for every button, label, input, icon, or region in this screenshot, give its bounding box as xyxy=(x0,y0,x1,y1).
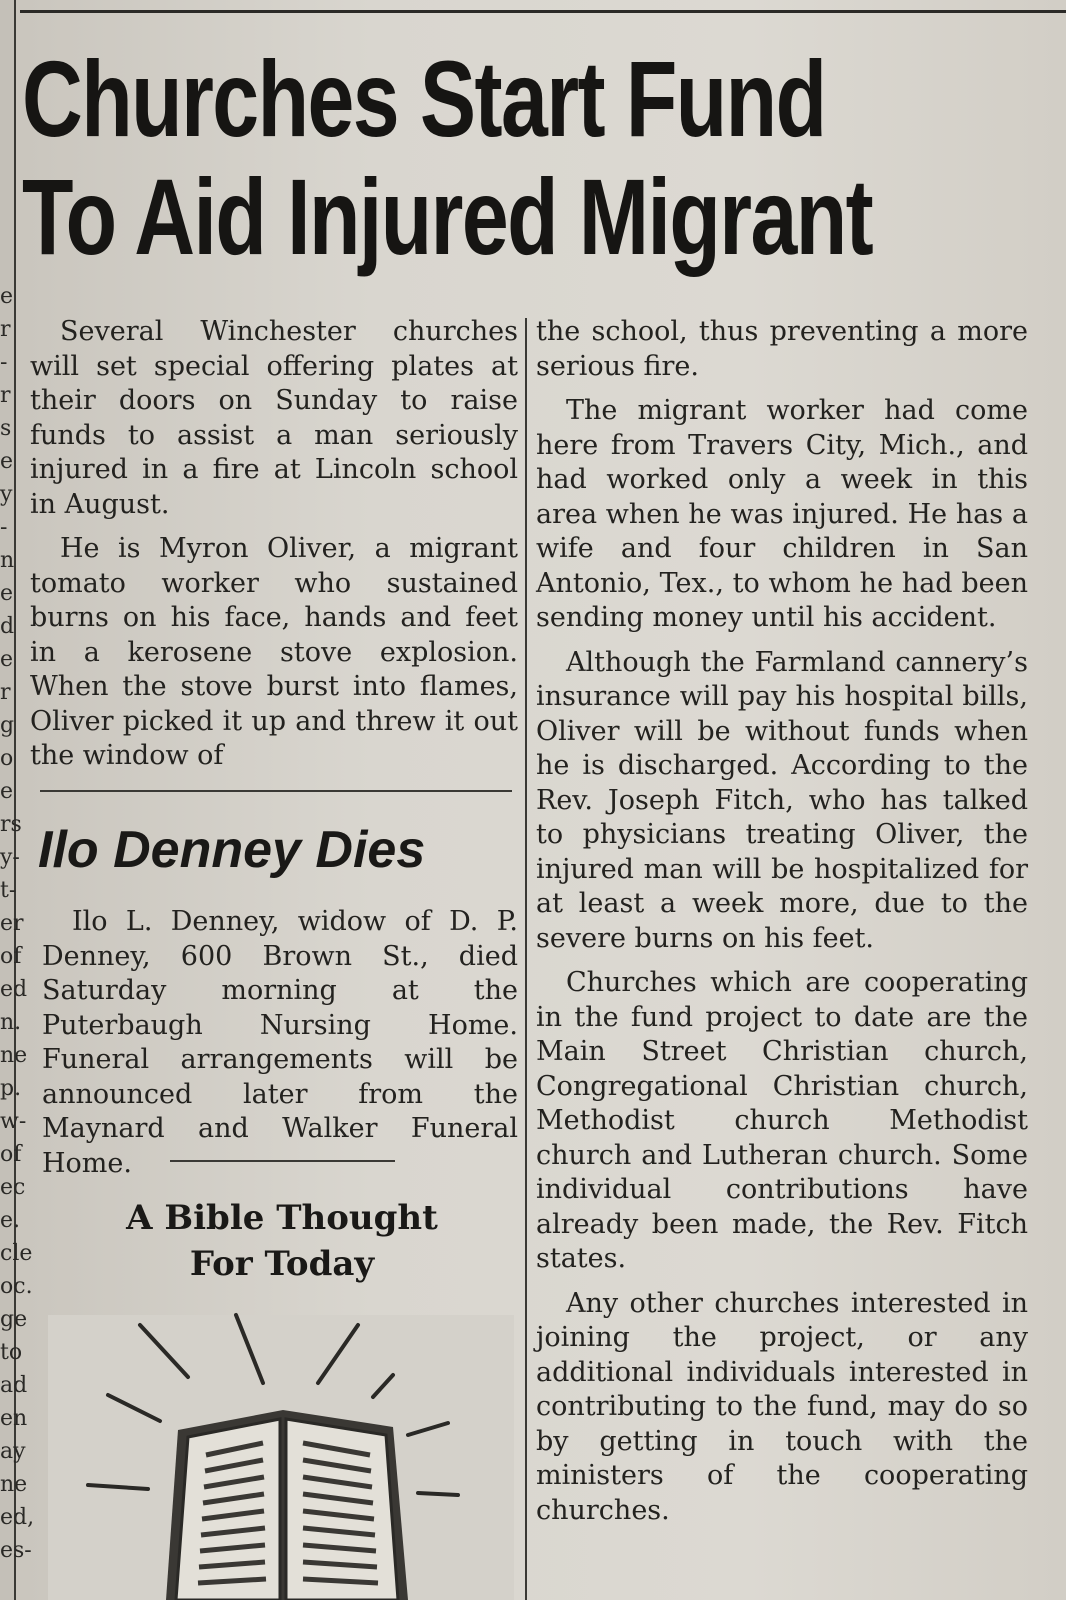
article-paragraph: Churches which are cooperating in the fund project to date are the Main Street Christian church, Congregational Christian church, Methodist church Methodist church and Lutheran church. Some individual contributions have already been made, the Rev. Fitch states. xyxy=(536,967,1028,1274)
bible-thought-title xyxy=(40,1195,524,1287)
headline-line-1: Churches Start Fund xyxy=(22,38,826,159)
light-ray xyxy=(373,1375,393,1397)
section-divider xyxy=(40,790,512,792)
book xyxy=(166,1410,408,1600)
article-paragraph: Although the Farmland cannery’s insurance will pay his hospital bills, Oliver will be without funds when he is discharged. According to the Rev. Joseph Fitch, who has talked to physicians treating Oliver, the injured man will be hospitalized for at least a week more, due to the severe burns on his feet. xyxy=(536,646,1028,954)
article-paragraph: Several Winchester churches will set special offering plates at their doors on Sunday to raise funds to assist a man seriously injured in a fire at Lincoln school in August. xyxy=(30,316,518,520)
light-ray xyxy=(318,1325,358,1383)
article-paragraph: He is Myron Oliver, a migrant tomato worker who sustained burns on his face, hands and feet in a kerosene stove explosion. When the stove burst into flames, Oliver picked it up and threw it out the window of xyxy=(30,533,518,771)
light-ray xyxy=(108,1395,160,1421)
article-paragraph: Any other churches interested in joining the project, or any additional individuals interested in contributing to the fund, may do so by getting in touch with the ministers of the cooperating churches. xyxy=(536,1287,1028,1526)
article-right-column xyxy=(536,315,1028,1538)
open-bible-icon xyxy=(48,1315,514,1600)
article-paragraph: The migrant worker had come here from Travers City, Mich., and had worked only a week in this area when he was injured. He has a wife and four children in San Antonio, Tex., to whom he had been sending money until his accident. xyxy=(536,395,1028,633)
light-ray xyxy=(408,1423,448,1435)
obituary-paragraph: Ilo L. Denney, widow of D. P. Denney, 600 Brown St., died Saturday morning at the Puterbaugh Nursing Home. Funeral arrangements will be announced later from the Maynard and Walker Funeral Home. xyxy=(42,906,518,1179)
column-divider xyxy=(525,318,527,1600)
bible-illustration xyxy=(48,1315,514,1600)
headline-line-2: To Aid Injured Migrant xyxy=(22,156,873,277)
article-left-column xyxy=(30,315,518,784)
bible-thought-title-line-1: A Bible Thought xyxy=(126,1198,438,1238)
bible-thought-title-line-2: For Today xyxy=(189,1244,375,1284)
headline xyxy=(22,38,873,277)
light-ray xyxy=(236,1315,263,1383)
top-rule xyxy=(20,10,1066,13)
obituary-title: Ilo Denney Dies xyxy=(38,821,426,879)
adjacent-column-fragments: e r - r s e y - n e d e r g o e rs y- t- er of ed n. ne p. w- of ec e. cle oc. ge to ad en ay ne ed, es- xyxy=(0,284,35,1563)
light-ray xyxy=(88,1485,148,1489)
article-paragraph-continued: the school, thus preventing a more serious fire. xyxy=(536,316,1028,382)
short-divider xyxy=(170,1160,395,1162)
obituary-body xyxy=(42,905,518,1191)
light-ray xyxy=(418,1493,458,1495)
light-ray xyxy=(140,1325,188,1377)
